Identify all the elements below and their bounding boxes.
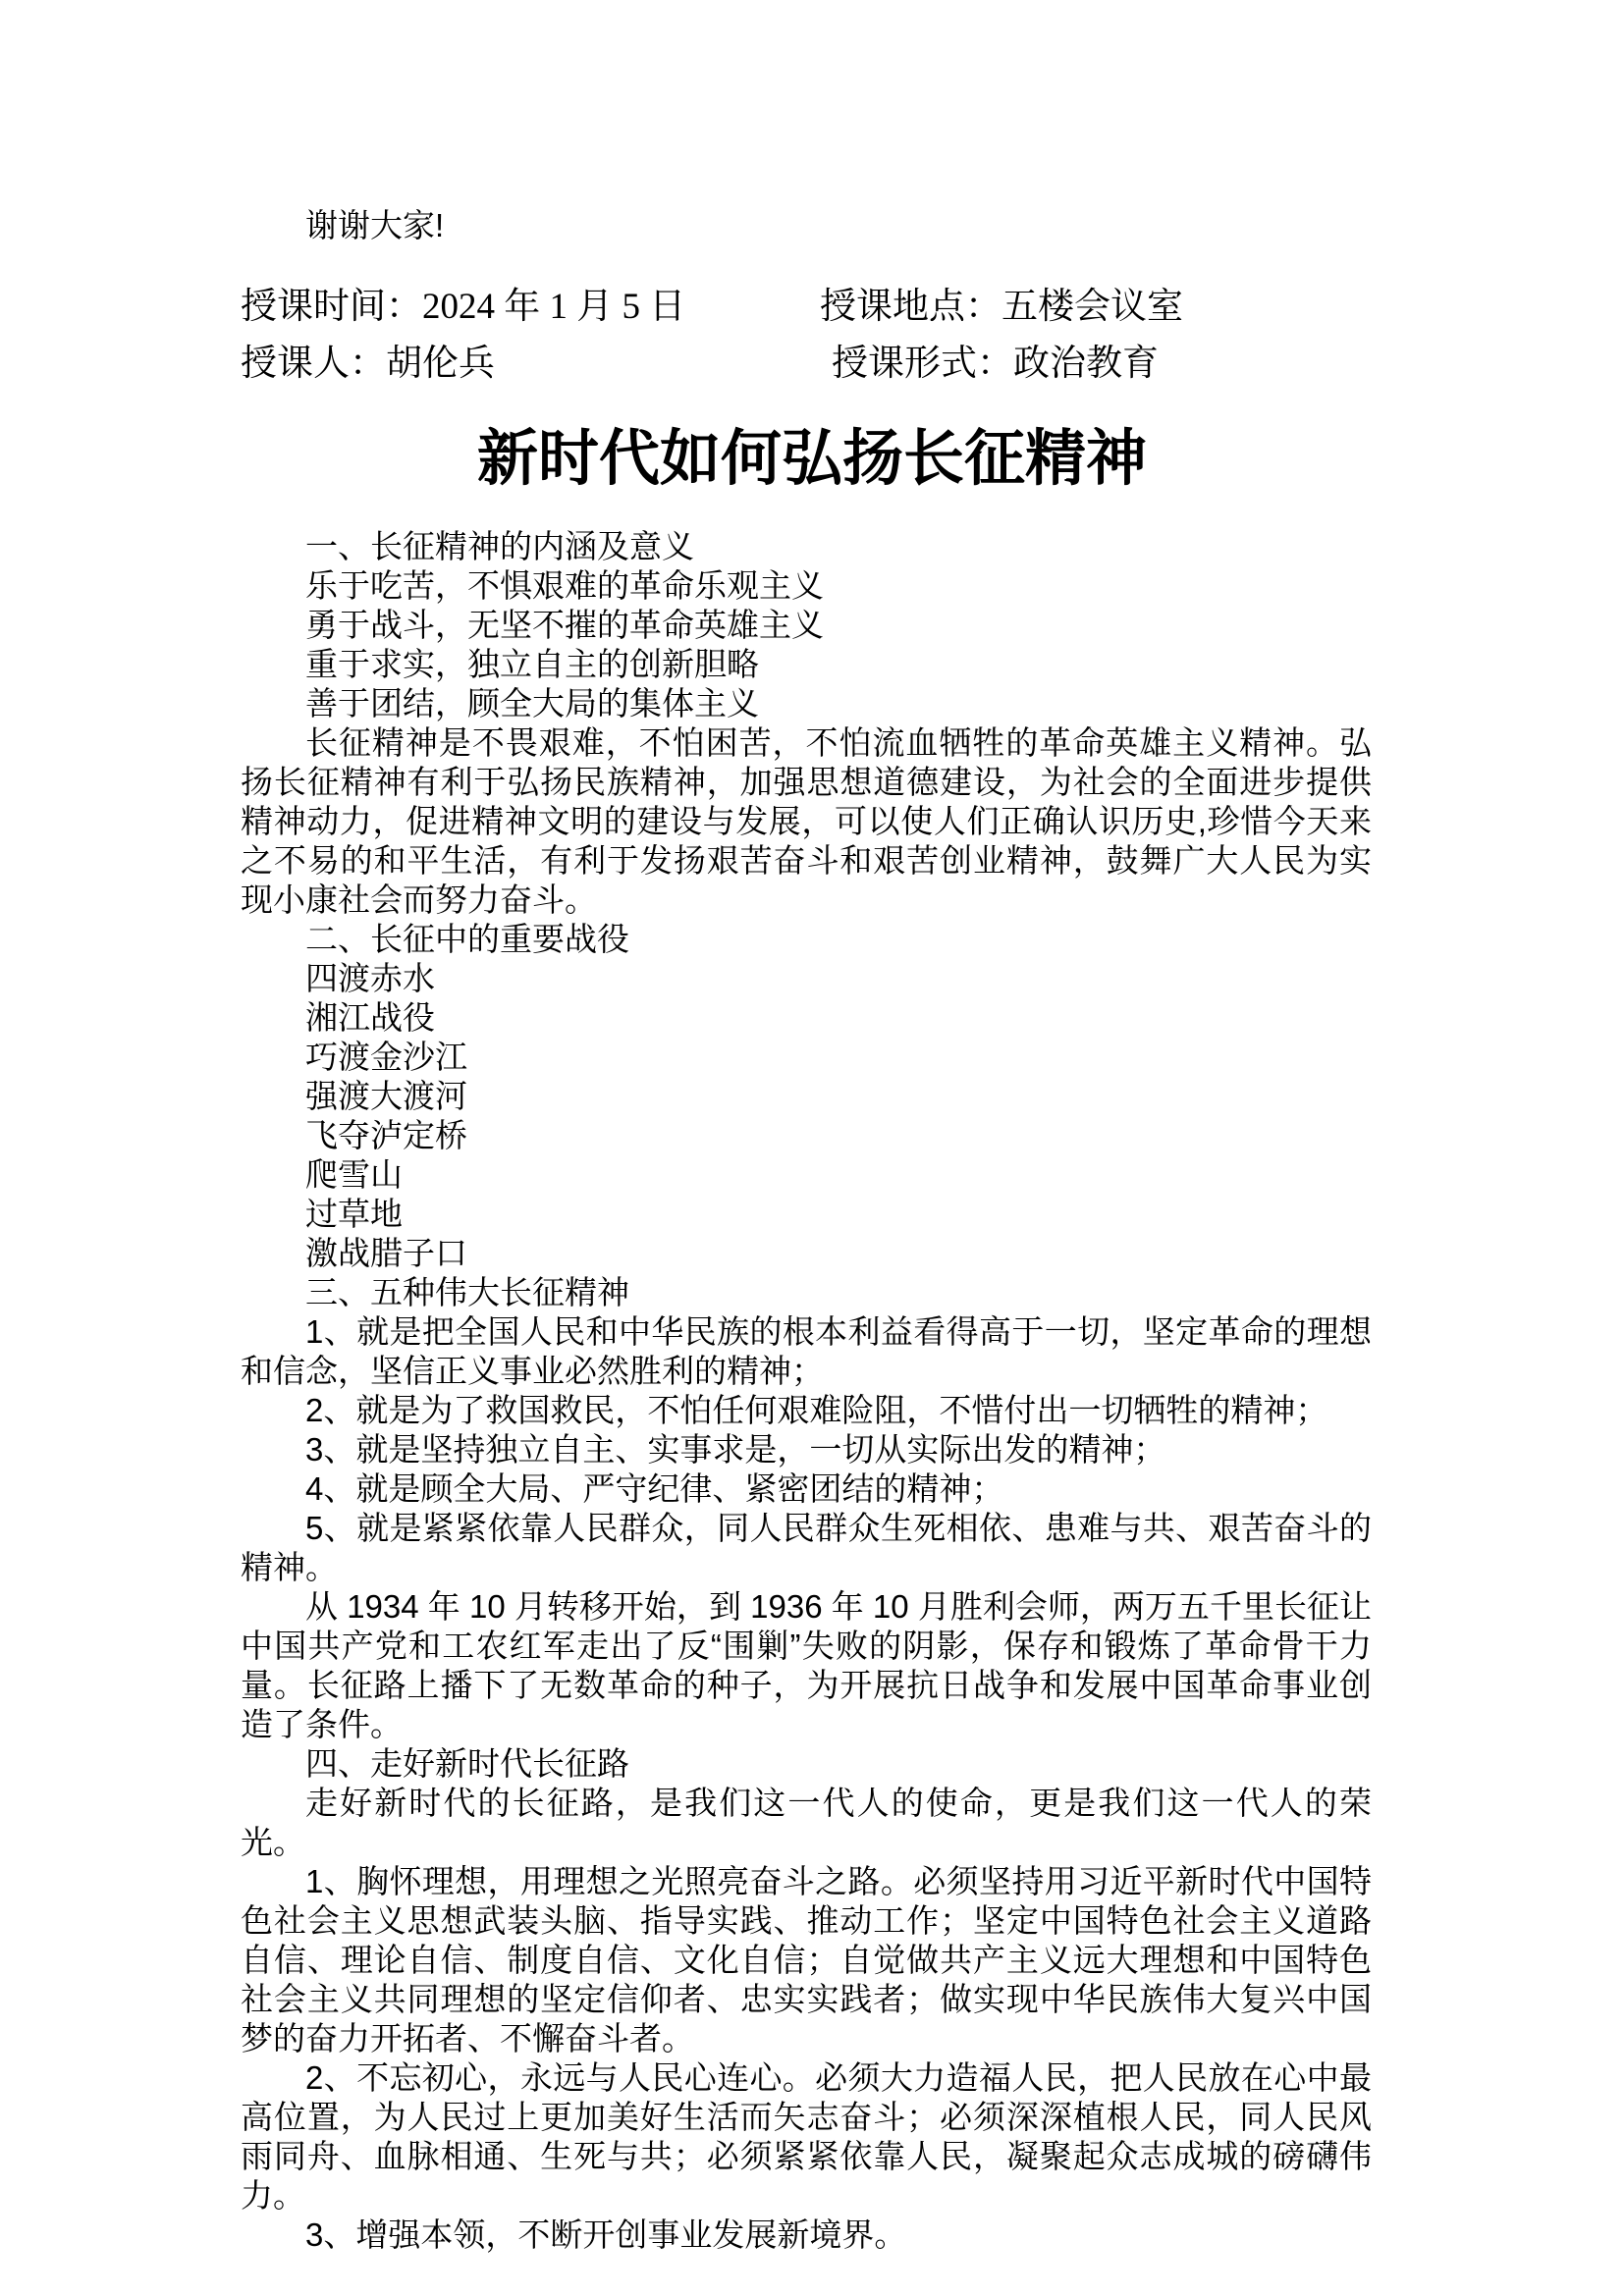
paragraph: 从 1934 年 10 月转移开始，到 1936 年 10 月胜利会师，两万五千里长征让中国共产党和工农红军走出了反“围剿”失败的阴影，保存和锻炼了革命骨干力量。长征路上播下了无数革命的种子，为开展抗日战争和发展中国革命事业创造了条件。 bbox=[241, 1588, 1372, 1742]
paragraph: 四、走好新时代长征路 bbox=[305, 1745, 629, 1782]
paragraph: 1、胸怀理想，用理想之光照亮奋斗之路。必须坚持用习近平新时代中国特色社会主义思想武装头脑、指导实践、推动工作；坚定中国特色社会主义道路自信、理论自信、制度自信、文化自信；自觉做共产主义远大理想和中国特色社会主义共同理想的坚定信仰者、忠实实践者；做实现中华民族伟大复兴中国梦的奋力开拓者、不懈奋斗者。 bbox=[241, 1863, 1372, 2056]
paragraph: 3、增强本领，不断开创事业发展新境界。 bbox=[305, 2216, 907, 2253]
paragraph: 勇于战斗，无坚不摧的革命英雄主义 bbox=[305, 607, 824, 643]
paragraph: 2、不忘初心，永远与人民心连心。必须大力造福人民，把人民放在心中最高位置，为人民过上更加美好生活而矢志奋斗；必须深深植根人民，同人民风雨同舟、血脉相通、生死与共；必须紧紧依靠人民，凝聚起众志成城的磅礴伟力。 bbox=[241, 2059, 1372, 2214]
closing-line: 谢谢大家! bbox=[305, 207, 445, 243]
body-block bbox=[241, 527, 1372, 2255]
paragraph: 飞夺泸定桥 bbox=[305, 1117, 467, 1153]
meta-line-2 bbox=[241, 342, 1372, 387]
paragraph: 3、就是坚持独立自主、实事求是，一切从实际出发的精神； bbox=[305, 1431, 1166, 1468]
paragraph: 湘江战役 bbox=[305, 999, 435, 1036]
document-title: 新时代如何弘扬长征精神 bbox=[476, 425, 1147, 493]
paragraph: 一、长征精神的内涵及意义 bbox=[305, 528, 694, 564]
meta-format: 授课形式：政治教育 bbox=[832, 344, 1159, 384]
paragraph: 巧渡金沙江 bbox=[305, 1039, 467, 1075]
meta-time: 授课时间：2024 年 1 月 5 日 bbox=[241, 287, 686, 327]
meta-line-1 bbox=[241, 285, 1372, 330]
paragraph: 二、长征中的重要战役 bbox=[305, 921, 629, 957]
paragraph: 过草地 bbox=[305, 1196, 403, 1232]
paragraph: 长征精神是不畏艰难，不怕困苦，不怕流血牺牲的革命英雄主义精神。弘扬长征精神有利于弘扬民族精神，加强思想道德建设，为社会的全面进步提供精神动力，促进精神文明的建设与发展，可以使人们正确认识历史,珍惜今天来之不易的和平生活，有利于发扬艰苦奋斗和艰苦创业精神，鼓舞广大人民为实现小康社会而努力奋斗。 bbox=[241, 724, 1372, 918]
paragraph: 爬雪山 bbox=[305, 1156, 403, 1193]
paragraph: 激战腊子口 bbox=[305, 1235, 467, 1271]
paragraph: 5、就是紧紧依靠人民群众，同人民群众生死相依、患难与共、艰苦奋斗的精神。 bbox=[241, 1510, 1372, 1585]
paragraph: 1、就是把全国人民和中华民族的根本利益看得高于一切，坚定革命的理想和信念，坚信正义事业必然胜利的精神； bbox=[241, 1313, 1372, 1389]
paragraph: 三、五种伟大长征精神 bbox=[305, 1274, 629, 1310]
paragraph: 重于求实，独立自主的创新胆略 bbox=[305, 646, 759, 682]
meta-location: 授课地点：五楼会议室 bbox=[820, 287, 1183, 327]
paragraph: 4、就是顾全大局、严守纪律、紧密团结的精神； bbox=[305, 1470, 1004, 1507]
meta-instructor: 授课人：胡伦兵 bbox=[241, 344, 495, 384]
paragraph: 强渡大渡河 bbox=[305, 1078, 467, 1114]
paragraph: 2、就是为了救国救民，不怕任何艰难险阻，不惜付出一切牺牲的精神； bbox=[305, 1392, 1328, 1428]
paragraph: 善于团结，顾全大局的集体主义 bbox=[305, 685, 759, 721]
paragraph: 走好新时代的长征路，是我们这一代人的使命，更是我们这一代人的荣光。 bbox=[241, 1785, 1372, 1860]
paragraph: 四渡赤水 bbox=[305, 960, 435, 996]
paragraph: 乐于吃苦，不惧艰难的革命乐观主义 bbox=[305, 567, 824, 604]
